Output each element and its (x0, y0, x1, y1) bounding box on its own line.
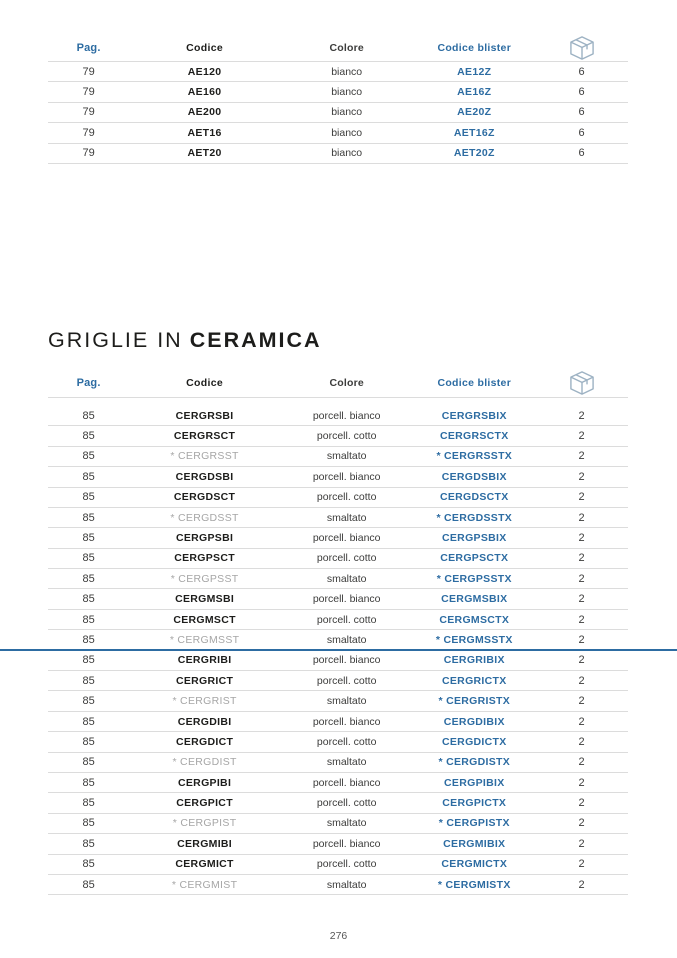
section-title-regular: GRIGLIE IN (48, 327, 183, 352)
col-header-codice-blister: Codice blister (437, 377, 512, 390)
row-colore: smaltato (326, 756, 367, 769)
col-header-pag: Pag. (76, 41, 101, 54)
row-colore: smaltato (326, 450, 367, 463)
row-codice: * CERGMIST (171, 878, 238, 891)
row-codice-blister: CERGPSCTX (440, 552, 509, 565)
table-row (48, 103, 628, 123)
row-pag: 85 (82, 654, 95, 667)
row-pag: 85 (82, 674, 95, 687)
row-qty: 2 (578, 776, 585, 789)
table-row (48, 488, 628, 508)
row-pag: 85 (82, 756, 95, 769)
row-pag: 85 (82, 593, 95, 606)
row-colore: porcell. cotto (316, 430, 377, 443)
table-rows (48, 398, 628, 895)
section-title (48, 326, 628, 354)
row-colore: smaltato (326, 817, 367, 830)
row-pag: 85 (82, 735, 95, 748)
row-pag: 85 (82, 511, 95, 524)
row-colore: porcell. bianco (312, 776, 381, 789)
row-colore: porcell. bianco (312, 409, 381, 422)
row-codice: CERGMSBI (175, 593, 235, 606)
row-pag: 79 (82, 65, 95, 78)
row-codice: CERGRSCT (173, 430, 236, 443)
row-colore: bianco (331, 65, 363, 78)
table-row (48, 467, 628, 487)
col-header-codice-blister: Codice blister (437, 41, 512, 54)
row-qty: 6 (578, 65, 585, 78)
row-qty: 2 (578, 878, 585, 891)
row-pag: 85 (82, 531, 95, 544)
table-row (48, 855, 628, 875)
row-pag: 85 (82, 633, 95, 646)
row-qty: 6 (578, 147, 585, 160)
row-qty: 2 (578, 409, 585, 422)
table-row (48, 589, 628, 609)
row-codice: AE120 (187, 65, 222, 78)
row-qty: 2 (578, 552, 585, 565)
row-colore: bianco (331, 126, 363, 139)
row-codice: CERGMICT (175, 858, 234, 871)
row-codice-blister: CERGPIBIX (444, 776, 505, 789)
row-qty: 2 (578, 511, 585, 524)
row-codice: CERGDICT (175, 735, 234, 748)
col-header-pag: Pag. (76, 377, 101, 390)
row-codice: CERGRSBI (175, 409, 234, 422)
row-pag: 85 (82, 817, 95, 830)
row-codice-blister: CERGDIBIX (443, 715, 505, 728)
row-codice: CERGMIBI (177, 837, 233, 850)
row-qty: 2 (578, 756, 585, 769)
row-codice-blister: * CERGPSSTX (436, 572, 512, 585)
row-codice: * CERGPSST (170, 572, 239, 585)
row-pag: 85 (82, 470, 95, 483)
row-pag: 85 (82, 878, 95, 891)
row-colore: porcell. cotto (316, 735, 377, 748)
table-row (48, 123, 628, 143)
row-qty: 2 (578, 491, 585, 504)
row-codice-blister: * CERGRSSTX (436, 450, 513, 463)
row-pag: 85 (82, 797, 95, 810)
row-qty: 2 (578, 470, 585, 483)
row-colore: porcell. bianco (312, 837, 381, 850)
row-qty: 2 (578, 797, 585, 810)
row-colore: porcell. cotto (316, 797, 377, 810)
row-codice: CERGPICT (176, 797, 233, 810)
row-codice-blister: CERGDICTX (442, 735, 507, 748)
row-qty: 2 (578, 450, 585, 463)
table-rows (48, 62, 628, 164)
table-row (48, 691, 628, 711)
table-row (48, 610, 628, 630)
row-pag: 85 (82, 613, 95, 626)
section-title-bold: CERAMICA (189, 327, 322, 352)
row-qty: 2 (578, 572, 585, 585)
row-pag: 79 (82, 86, 95, 99)
row-codice: * CERGRIST (172, 695, 237, 708)
row-codice-blister: AE16Z (457, 86, 492, 99)
table-row (48, 712, 628, 732)
row-codice-blister: CERGRIBIX (443, 654, 505, 667)
row-codice-blister: CERGRICTX (442, 674, 507, 687)
col-header-codice: Codice (186, 41, 223, 54)
row-qty: 6 (578, 106, 585, 119)
row-codice-blister: CERGRSBIX (441, 409, 507, 422)
row-qty: 6 (578, 86, 585, 99)
row-pag: 79 (82, 126, 95, 139)
table-row (48, 630, 628, 650)
row-codice: * CERGDSST (170, 511, 239, 524)
row-codice: * CERGDIST (172, 756, 237, 769)
col-header-colore: Colore (329, 377, 364, 390)
table-row (48, 793, 628, 813)
row-colore: porcell. cotto (316, 613, 377, 626)
row-colore: porcell. cotto (316, 491, 377, 504)
table-row (48, 651, 628, 671)
table-row (48, 875, 628, 895)
row-codice-blister: AE20Z (457, 106, 492, 119)
table-row (48, 426, 628, 446)
row-codice: AET20 (187, 147, 222, 160)
row-qty: 2 (578, 430, 585, 443)
table-row (48, 671, 628, 691)
row-pag: 85 (82, 858, 95, 871)
row-codice: CERGMSCT (173, 613, 236, 626)
codes-table-griglie-ceramica (48, 370, 628, 895)
row-codice-blister: CERGRSCTX (439, 430, 509, 443)
row-codice: CERGRICT (175, 674, 234, 687)
row-codice: AE200 (187, 106, 222, 119)
row-colore: smaltato (326, 511, 367, 524)
row-qty: 2 (578, 695, 585, 708)
row-codice-blister: * CERGRISTX (438, 695, 511, 708)
table-header (48, 370, 628, 398)
row-codice-blister: AE12Z (457, 65, 492, 78)
row-codice-blister: CERGPSBIX (442, 531, 507, 544)
row-pag: 85 (82, 450, 95, 463)
package-icon (535, 370, 628, 396)
row-qty: 2 (578, 715, 585, 728)
codes-table-aluminium (48, 34, 628, 164)
row-pag: 85 (82, 715, 95, 728)
row-pag: 85 (82, 491, 95, 504)
row-codice-blister: CERGDSCTX (439, 491, 509, 504)
row-codice: * CERGMSST (169, 633, 240, 646)
row-colore: porcell. bianco (312, 531, 381, 544)
row-colore: bianco (331, 147, 363, 160)
row-codice-blister: AET20Z (453, 147, 495, 160)
row-codice-blister: CERGMICTX (441, 858, 508, 871)
row-codice-blister: * CERGMSSTX (435, 633, 513, 646)
row-qty: 2 (578, 633, 585, 646)
row-colore: porcell. cotto (316, 674, 377, 687)
table-row (48, 447, 628, 467)
row-qty: 2 (578, 613, 585, 626)
table-header (48, 34, 628, 62)
row-codice: * CERGPIST (172, 817, 237, 830)
row-colore: smaltato (326, 695, 367, 708)
row-pag: 85 (82, 409, 95, 422)
row-colore: porcell. bianco (312, 715, 381, 728)
row-codice: CERGDIBI (177, 715, 232, 728)
table-row (48, 753, 628, 773)
row-codice-blister: AET16Z (453, 126, 495, 139)
row-codice-blister: CERGMSBIX (441, 593, 508, 606)
table-row (48, 569, 628, 589)
row-codice-blister: CERGPICTX (442, 797, 507, 810)
row-pag: 79 (82, 147, 95, 160)
row-codice: AET16 (187, 126, 222, 139)
row-qty: 2 (578, 837, 585, 850)
table-row (48, 406, 628, 426)
table-row (48, 528, 628, 548)
row-qty: 2 (578, 858, 585, 871)
row-codice: CERGPIBI (178, 776, 232, 789)
row-codice-blister: CERGDSBIX (441, 470, 507, 483)
row-colore: bianco (331, 106, 363, 119)
row-colore: porcell. bianco (312, 470, 381, 483)
row-codice: * CERGRSST (170, 450, 239, 463)
row-qty: 6 (578, 126, 585, 139)
row-colore: smaltato (326, 878, 367, 891)
table-row (48, 773, 628, 793)
row-pag: 79 (82, 106, 95, 119)
row-pag: 85 (82, 552, 95, 565)
row-codice-blister: CERGMSCTX (439, 613, 510, 626)
table-row (48, 834, 628, 854)
package-icon (535, 35, 628, 61)
table-row (48, 144, 628, 164)
col-header-colore: Colore (329, 41, 364, 54)
row-colore: bianco (331, 86, 363, 99)
row-colore: porcell. cotto (316, 552, 377, 565)
row-codice: CERGPSBI (175, 531, 234, 544)
table-row (48, 814, 628, 834)
row-codice-blister: * CERGDISTX (438, 756, 511, 769)
row-codice: CERGPSCT (174, 552, 235, 565)
row-qty: 2 (578, 674, 585, 687)
row-qty: 2 (578, 817, 585, 830)
row-colore: porcell. cotto (316, 858, 377, 871)
row-codice: AE160 (187, 86, 222, 99)
page-number: 276 (329, 930, 348, 942)
row-codice-blister: CERGMIBIX (443, 837, 506, 850)
row-pag: 85 (82, 572, 95, 585)
table-row (48, 732, 628, 752)
row-codice-blister: * CERGPISTX (438, 817, 510, 830)
row-qty: 2 (578, 735, 585, 748)
row-colore: smaltato (326, 572, 367, 585)
col-header-codice: Codice (186, 377, 223, 390)
row-qty: 2 (578, 531, 585, 544)
row-codice-blister: * CERGDSSTX (436, 511, 513, 524)
table-row (48, 508, 628, 528)
row-colore: porcell. bianco (312, 654, 381, 667)
table-row (48, 62, 628, 82)
row-codice: CERGDSCT (173, 491, 236, 504)
row-qty: 2 (578, 593, 585, 606)
row-colore: smaltato (326, 633, 367, 646)
row-pag: 85 (82, 776, 95, 789)
row-codice: CERGDSBI (175, 470, 234, 483)
row-pag: 85 (82, 837, 95, 850)
row-pag: 85 (82, 430, 95, 443)
row-colore: porcell. bianco (312, 593, 381, 606)
table-row (48, 82, 628, 102)
table-row (48, 549, 628, 569)
row-pag: 85 (82, 695, 95, 708)
row-codice: CERGRIBI (177, 654, 232, 667)
row-codice-blister: * CERGMISTX (437, 878, 511, 891)
row-qty: 2 (578, 654, 585, 667)
